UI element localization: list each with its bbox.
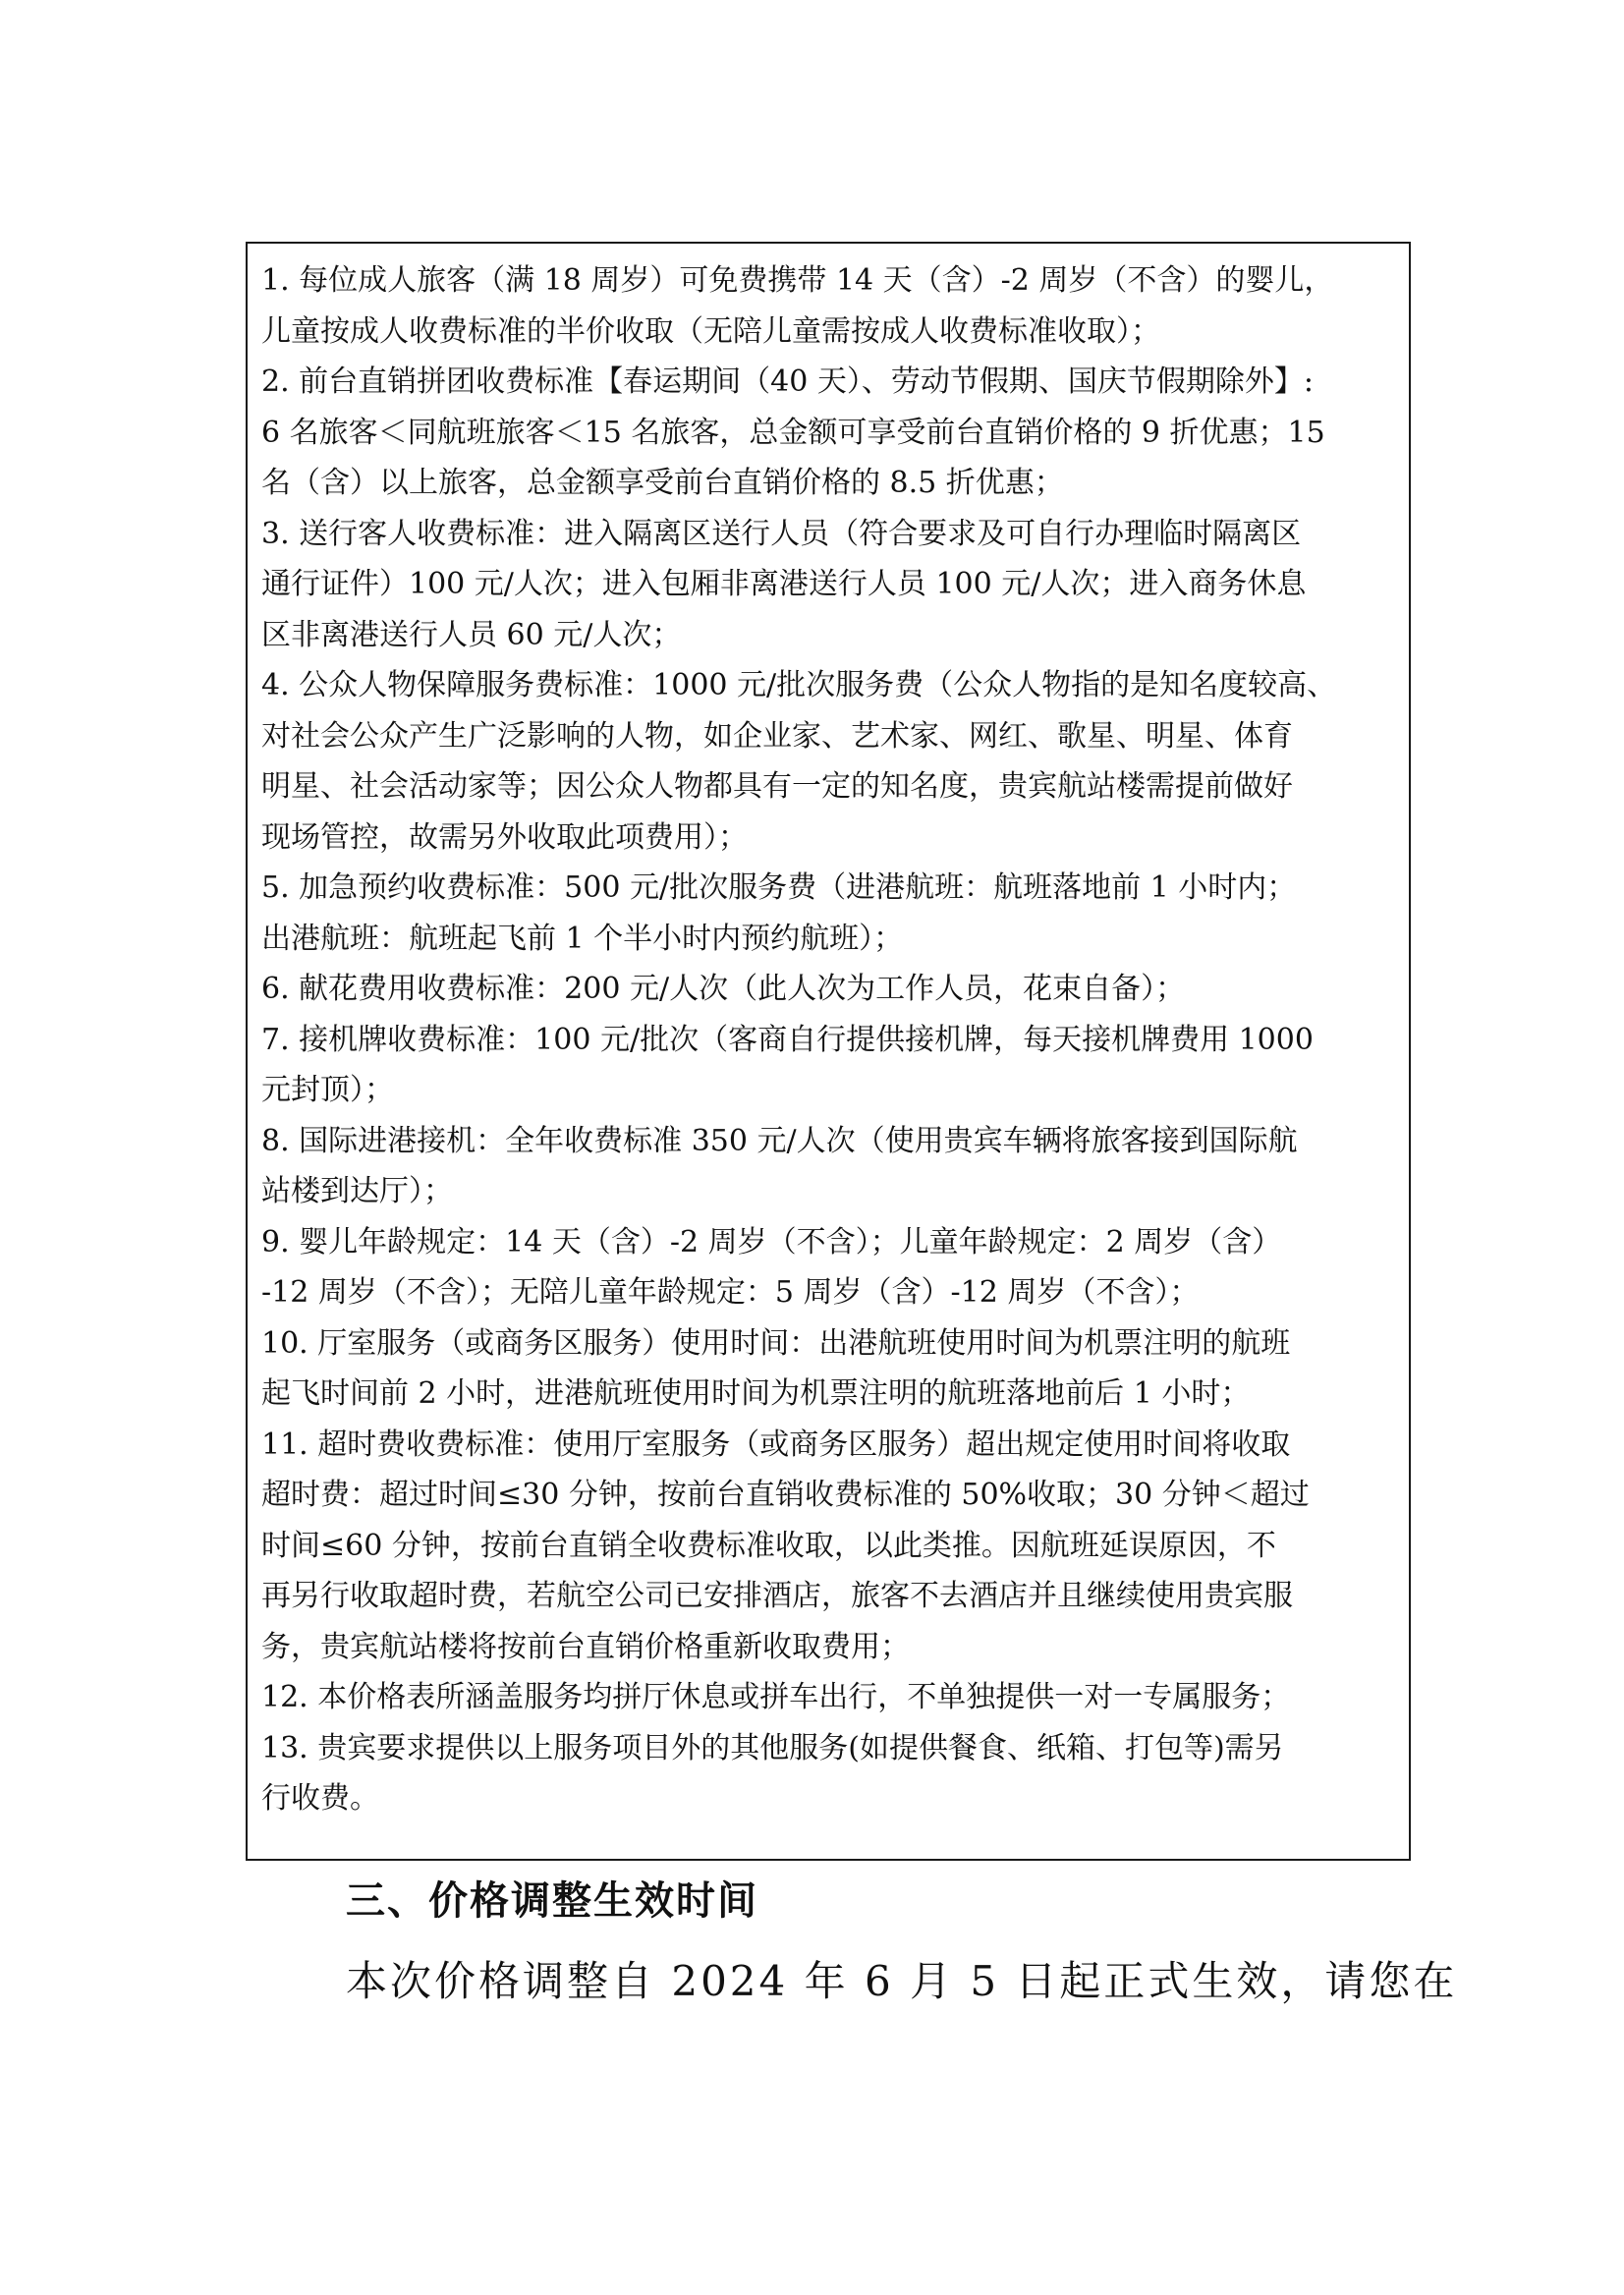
note-line: 12. 本价格表所涵盖服务均拼厅休息或拼车出行，不单独提供一对一专属服务；	[261, 1680, 1291, 1714]
note-line: 现场管控，故需另外收取此项费用）；	[261, 819, 748, 855]
note-line: 2. 前台直销拼团收费标准【春运期间（40 天）、劳动节假期、国庆节假期除外】:	[261, 364, 1314, 399]
note-line: 4. 公众人物保障服务费标准：1000 元/批次服务费（公众人物指的是知名度较高、	[261, 668, 1337, 702]
note-line: -12 周岁（不含）；无陪儿童年龄规定：5 周岁（含）-12 周岁（不含）；	[261, 1275, 1200, 1310]
note-line: 名（含）以上旅客，总金额享受前台直销价格的 8.5 折优惠；	[261, 466, 1064, 500]
note-line: 5. 加急预约收费标准：500 元/批次服务费（进港航班：航班落地前 1 小时内；	[261, 870, 1297, 905]
note-line: 6. 献花费用收费标准：200 元/人次（此人次为工作人员，花束自备）；	[261, 972, 1186, 1006]
note-line: 起飞时间前 2 小时，进港航班使用时间为机票注明的航班落地前后 1 小时；	[261, 1376, 1251, 1411]
note-line: 8. 国际进港接机：全年收费标准 350 元/人次（使用贵宾车辆将旅客接到国际航	[261, 1123, 1298, 1158]
note-line: 11. 超时费收费标准：使用厅室服务（或商务区服务）超出规定使用时间将收取	[261, 1427, 1291, 1462]
note-line: 7. 接机牌收费标准：100 元/批次（客商自行提供接机牌，每天接机牌费用 1000	[261, 1022, 1314, 1057]
pricing-notes-box	[246, 242, 1411, 1861]
note-line: 元封顶）；	[261, 1073, 394, 1107]
note-line: 1. 每位成人旅客（满 18 周岁）可免费携带 14 天（含）-2 周岁（不含）的婴儿，	[261, 263, 1334, 298]
note-line: 13. 贵宾要求提供以上服务项目外的其他服务(如提供餐食、纸箱、打包等)需另	[261, 1730, 1284, 1765]
note-line: 儿童按成人收费标准的半价收取（无陪儿童需按成人收费标准收取）；	[261, 313, 1160, 349]
note-line: 10. 厅室服务（或商务区服务）使用时间：出港航班使用时间为机票注明的航班	[261, 1325, 1291, 1361]
note-line: 9. 婴儿年龄规定：14 天（含）-2 周岁（不含）；儿童年龄规定：2 周岁（含）	[261, 1224, 1282, 1259]
section-heading: 三、价格调整生效时间	[346, 1878, 758, 1924]
note-line: 时间≤60 分钟，按前台直销全收费标准收取，以此类推。因航班延误原因，不	[261, 1528, 1276, 1563]
note-line: 出港航班：航班起飞前 1 个半小时内预约航班）；	[261, 921, 904, 956]
note-line: 站楼到达厅）；	[261, 1174, 453, 1208]
note-line: 区非离港送行人员 60 元/人次；	[261, 617, 682, 652]
note-line: 务，贵宾航站楼将按前台直销价格重新收取费用；	[261, 1629, 910, 1664]
note-line: 3. 送行客人收费标准：进入隔离区送行人员（符合要求及可自行办理临时隔离区	[261, 516, 1302, 551]
note-line: 通行证件）100 元/人次；进入包厢非离港送行人员 100 元/人次；进入商务休息	[261, 567, 1307, 601]
note-line: 明星、社会活动家等；因公众人物都具有一定的知名度，贵宾航站楼需提前做好	[261, 769, 1293, 804]
body-paragraph: 本次价格调整自 2024 年 6 月 5 日起正式生效，请您在	[346, 1957, 1458, 2005]
note-line: 6 名旅客＜同航班旅客＜15 名旅客，总金额可享受前台直销价格的 9 折优惠；15	[261, 415, 1325, 450]
note-line: 再另行收取超时费，若航空公司已安排酒店，旅客不去酒店并且继续使用贵宾服	[261, 1579, 1293, 1613]
note-line: 行收费。	[261, 1781, 379, 1816]
note-line: 对社会公众产生广泛影响的人物，如企业家、艺术家、网红、歌星、明星、体育	[261, 718, 1293, 754]
note-line: 超时费：超过时间≤30 分钟，按前台直销收费标准的 50%收取；30 分钟＜超过	[261, 1478, 1310, 1512]
